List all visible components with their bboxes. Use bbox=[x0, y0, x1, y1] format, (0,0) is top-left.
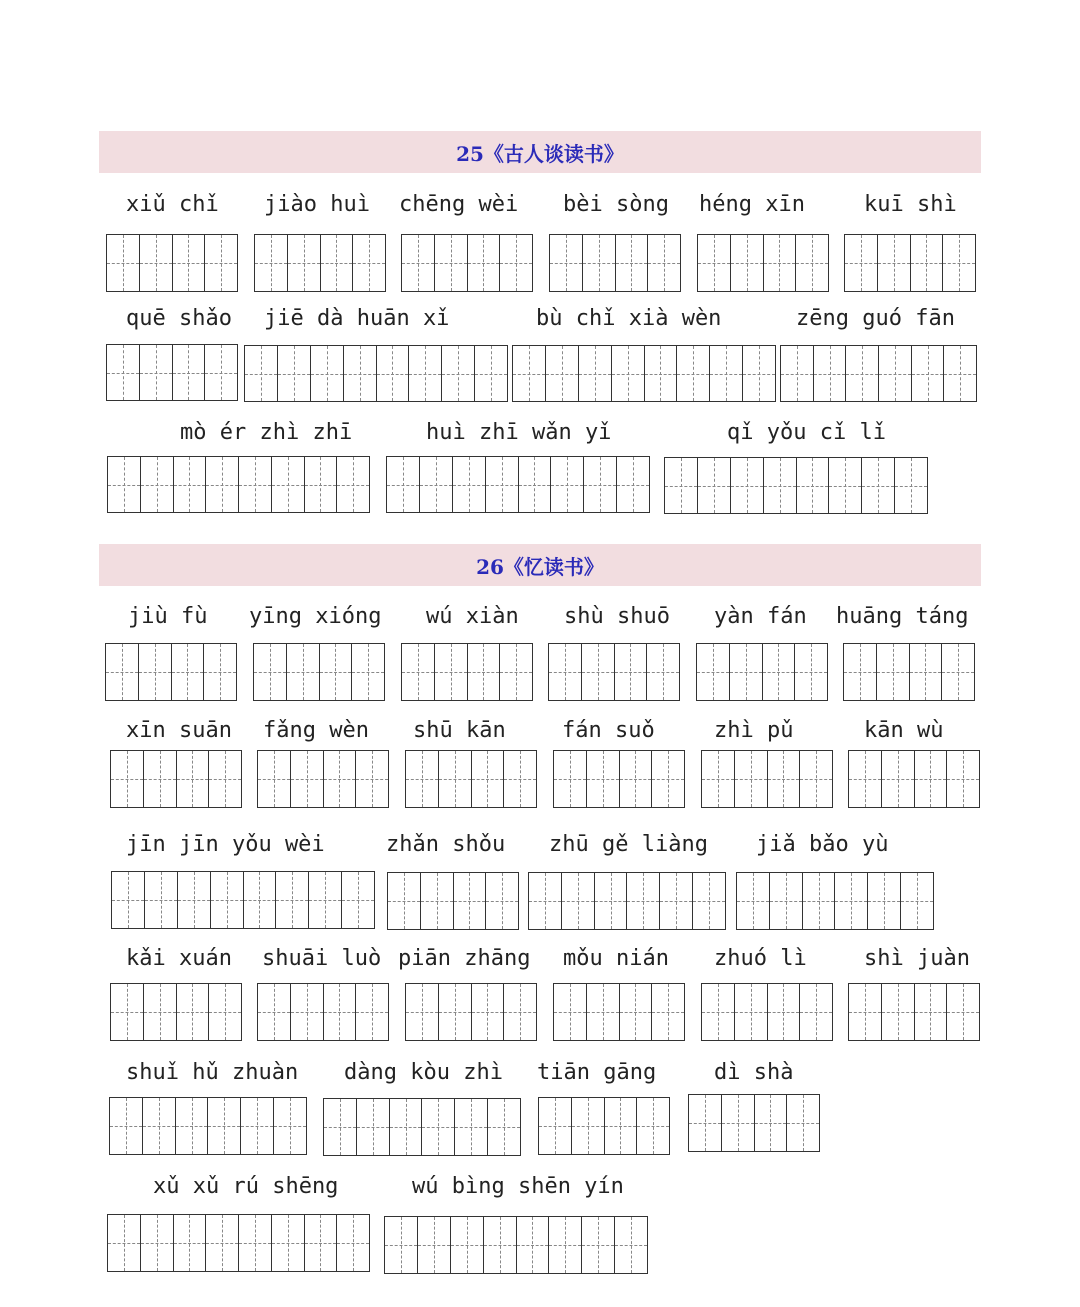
grid-cell[interactable] bbox=[434, 644, 467, 700]
lesson-25-writing-grid[interactable] bbox=[401, 234, 533, 292]
grid-cell[interactable] bbox=[616, 457, 649, 512]
grid-cell[interactable] bbox=[356, 1099, 389, 1155]
grid-cell[interactable] bbox=[487, 1099, 520, 1155]
grid-cell[interactable] bbox=[238, 457, 271, 512]
lesson-26-writing-grid[interactable] bbox=[257, 983, 389, 1041]
lesson-26-writing-grid[interactable] bbox=[323, 1098, 521, 1156]
grid-cell[interactable] bbox=[320, 235, 353, 291]
grid-cell[interactable] bbox=[417, 1217, 450, 1273]
grid-cell[interactable] bbox=[594, 873, 627, 929]
grid-cell[interactable] bbox=[336, 1215, 369, 1271]
lesson-26-pinyin: huāng táng bbox=[836, 604, 969, 629]
grid-cell[interactable] bbox=[176, 751, 209, 807]
lesson-25-pinyin: kuī shì bbox=[864, 192, 957, 217]
lesson-26-writing-grid[interactable] bbox=[384, 1216, 648, 1274]
lesson-26-writing-grid[interactable] bbox=[111, 871, 375, 929]
lesson-25-writing-grid[interactable] bbox=[512, 345, 776, 402]
grid-cell[interactable] bbox=[876, 644, 909, 700]
grid-cell[interactable] bbox=[438, 751, 471, 807]
grid-cell[interactable] bbox=[581, 644, 614, 700]
lesson-25-pinyin: zēng guó fān bbox=[796, 306, 955, 331]
grid-cell[interactable] bbox=[204, 235, 237, 291]
grid-cell[interactable] bbox=[275, 872, 308, 928]
lesson-26-writing-grid[interactable] bbox=[538, 1097, 670, 1155]
lesson-26-pinyin: dì shà bbox=[714, 1060, 794, 1085]
grid-cell[interactable] bbox=[529, 873, 561, 929]
grid-cell[interactable] bbox=[550, 235, 582, 291]
grid-cell[interactable] bbox=[845, 235, 877, 291]
lesson-25-writing-grid[interactable] bbox=[244, 345, 508, 402]
grid-cell[interactable] bbox=[421, 1099, 454, 1155]
lesson-25-pinyin: huì zhī wǎn yǐ bbox=[426, 420, 612, 445]
lesson-25-writing-grid[interactable] bbox=[780, 345, 977, 402]
lesson-26-title: 26《忆读书》 bbox=[476, 554, 604, 579]
lesson-26-pinyin: shù shuō bbox=[564, 604, 670, 629]
grid-cell[interactable] bbox=[385, 1217, 417, 1273]
grid-cell[interactable] bbox=[767, 751, 800, 807]
lesson-25-writing-grid[interactable] bbox=[106, 344, 238, 401]
grid-cell[interactable] bbox=[911, 346, 944, 401]
grid-cell[interactable] bbox=[697, 458, 730, 513]
grid-cell[interactable] bbox=[177, 872, 210, 928]
grid-cell[interactable] bbox=[336, 457, 369, 512]
grid-cell[interactable] bbox=[485, 873, 518, 929]
lesson-26-writing-grid[interactable] bbox=[110, 983, 242, 1041]
grid-cell[interactable] bbox=[513, 346, 545, 401]
lesson-26-writing-grid[interactable] bbox=[401, 643, 533, 701]
grid-cell[interactable] bbox=[651, 751, 684, 807]
grid-cell[interactable] bbox=[845, 346, 878, 401]
grid-cell[interactable] bbox=[786, 1095, 819, 1151]
grid-cell[interactable] bbox=[258, 984, 290, 1040]
lesson-26-pinyin: zhuó lì bbox=[714, 946, 807, 971]
grid-cell[interactable] bbox=[900, 873, 933, 929]
grid-cell[interactable] bbox=[144, 872, 177, 928]
grid-cell[interactable] bbox=[438, 984, 471, 1040]
grid-cell[interactable] bbox=[581, 1217, 614, 1273]
grid-cell[interactable] bbox=[140, 457, 173, 512]
grid-cell[interactable] bbox=[844, 644, 876, 700]
grid-cell[interactable] bbox=[619, 751, 652, 807]
grid-cell[interactable] bbox=[702, 751, 734, 807]
lesson-26-writing-grid[interactable] bbox=[736, 872, 934, 930]
grid-cell[interactable] bbox=[205, 1215, 238, 1271]
lesson-26-pinyin: jiǎ bǎo yù bbox=[756, 832, 889, 857]
grid-cell[interactable] bbox=[352, 235, 385, 291]
grid-cell[interactable] bbox=[290, 751, 323, 807]
grid-cell[interactable] bbox=[578, 346, 611, 401]
lesson-26-writing-grid[interactable] bbox=[528, 872, 726, 930]
lesson-26-pinyin: wú xiàn bbox=[426, 604, 519, 629]
grid-cell[interactable] bbox=[238, 1215, 271, 1271]
grid-cell[interactable] bbox=[828, 458, 861, 513]
lesson-25-writing-grid[interactable] bbox=[549, 234, 681, 292]
grid-cell[interactable] bbox=[734, 984, 767, 1040]
grid-cell[interactable] bbox=[561, 873, 594, 929]
lesson-26-writing-grid[interactable] bbox=[701, 983, 833, 1041]
grid-cell[interactable] bbox=[614, 644, 647, 700]
grid-cell[interactable] bbox=[802, 873, 835, 929]
grid-cell[interactable] bbox=[139, 235, 172, 291]
grid-cell[interactable] bbox=[943, 346, 976, 401]
lesson-26-pinyin: tiān gāng bbox=[537, 1060, 657, 1085]
grid-cell[interactable] bbox=[387, 457, 419, 512]
lesson-25-pinyin: quē shǎo bbox=[126, 306, 232, 331]
grid-cell[interactable] bbox=[454, 1099, 487, 1155]
grid-cell[interactable] bbox=[471, 984, 504, 1040]
lesson-25-writing-grid[interactable] bbox=[844, 234, 976, 292]
grid-cell[interactable] bbox=[204, 345, 237, 400]
lesson-26-writing-grid[interactable] bbox=[848, 983, 980, 1041]
grid-cell[interactable] bbox=[453, 873, 486, 929]
lesson-26-pinyin: wú bìng shēn yín bbox=[412, 1174, 624, 1199]
grid-cell[interactable] bbox=[910, 235, 943, 291]
grid-cell[interactable] bbox=[516, 1217, 549, 1273]
lesson-26-writing-grid[interactable] bbox=[109, 1097, 307, 1155]
grid-cell[interactable] bbox=[550, 457, 583, 512]
grid-cell[interactable] bbox=[626, 873, 659, 929]
grid-cell[interactable] bbox=[614, 1217, 647, 1273]
grid-cell[interactable] bbox=[343, 346, 376, 401]
grid-cell[interactable] bbox=[545, 346, 578, 401]
grid-cell[interactable] bbox=[142, 1098, 175, 1154]
lesson-26-writing-grid[interactable] bbox=[107, 1214, 370, 1272]
lesson-25-pinyin: bèi sòng bbox=[563, 192, 669, 217]
grid-cell[interactable] bbox=[245, 346, 277, 401]
grid-cell[interactable] bbox=[646, 644, 679, 700]
grid-cell[interactable] bbox=[794, 644, 827, 700]
lesson-25-writing-grid[interactable] bbox=[697, 234, 829, 292]
grid-cell[interactable] bbox=[499, 235, 532, 291]
grid-cell[interactable] bbox=[355, 984, 388, 1040]
grid-cell[interactable] bbox=[586, 984, 619, 1040]
lesson-25-pinyin: xiǔ chǐ bbox=[126, 192, 219, 217]
grid-cell[interactable] bbox=[106, 644, 138, 700]
grid-cell[interactable] bbox=[729, 644, 762, 700]
grid-cell[interactable] bbox=[376, 346, 409, 401]
grid-cell[interactable] bbox=[763, 235, 796, 291]
lesson-26-writing-grid[interactable] bbox=[257, 750, 389, 808]
grid-cell[interactable] bbox=[586, 751, 619, 807]
grid-cell[interactable] bbox=[406, 751, 438, 807]
grid-cell[interactable] bbox=[406, 984, 438, 1040]
grid-cell[interactable] bbox=[942, 235, 975, 291]
grid-cell[interactable] bbox=[173, 457, 206, 512]
grid-cell[interactable] bbox=[702, 984, 734, 1040]
grid-cell[interactable] bbox=[210, 872, 243, 928]
grid-cell[interactable] bbox=[813, 346, 846, 401]
lesson-26-writing-grid[interactable] bbox=[548, 643, 680, 701]
grid-cell[interactable] bbox=[419, 457, 452, 512]
grid-cell[interactable] bbox=[697, 644, 729, 700]
grid-cell[interactable] bbox=[611, 346, 644, 401]
grid-cell[interactable] bbox=[881, 984, 914, 1040]
grid-cell[interactable] bbox=[849, 984, 881, 1040]
grid-cell[interactable] bbox=[420, 873, 453, 929]
grid-cell[interactable] bbox=[402, 235, 434, 291]
grid-cell[interactable] bbox=[665, 458, 697, 513]
grid-cell[interactable] bbox=[408, 346, 441, 401]
grid-cell[interactable] bbox=[254, 644, 286, 700]
lesson-26-writing-grid[interactable] bbox=[553, 983, 685, 1041]
lesson-26-pinyin: xǔ xǔ rú shēng bbox=[153, 1174, 339, 1199]
grid-cell[interactable] bbox=[769, 873, 802, 929]
lesson-25-writing-grid[interactable] bbox=[386, 456, 650, 513]
grid-cell[interactable] bbox=[171, 644, 204, 700]
lesson-26-pinyin: yīng xióng bbox=[249, 604, 382, 629]
grid-cell[interactable] bbox=[110, 1098, 142, 1154]
grid-cell[interactable] bbox=[208, 751, 241, 807]
grid-cell[interactable] bbox=[402, 644, 434, 700]
grid-cell[interactable] bbox=[659, 873, 692, 929]
lesson-26-pinyin: kǎi xuán bbox=[126, 946, 232, 971]
grid-cell[interactable] bbox=[304, 1215, 337, 1271]
grid-cell[interactable] bbox=[518, 457, 551, 512]
grid-cell[interactable] bbox=[243, 872, 276, 928]
lesson-26-pinyin: yàn fán bbox=[714, 604, 807, 629]
grid-cell[interactable] bbox=[434, 235, 467, 291]
grid-cell[interactable] bbox=[310, 346, 343, 401]
grid-cell[interactable] bbox=[474, 346, 507, 401]
grid-cell[interactable] bbox=[539, 1098, 571, 1154]
grid-cell[interactable] bbox=[485, 457, 518, 512]
grid-cell[interactable] bbox=[692, 873, 725, 929]
grid-cell[interactable] bbox=[111, 751, 143, 807]
lesson-26-pinyin: shū kān bbox=[413, 718, 506, 743]
lesson-26-banner bbox=[99, 544, 981, 586]
lesson-26-pinyin: kān wù bbox=[864, 718, 944, 743]
lesson-26-pinyin: jiù fù bbox=[128, 604, 208, 629]
lesson-26-writing-grid[interactable] bbox=[553, 750, 685, 808]
lesson-25-pinyin: qǐ yǒu cǐ lǐ bbox=[727, 420, 886, 445]
grid-cell[interactable] bbox=[849, 751, 881, 807]
grid-cell[interactable] bbox=[139, 345, 172, 400]
grid-cell[interactable] bbox=[548, 1217, 581, 1273]
lesson-26-pinyin: shì juàn bbox=[864, 946, 970, 971]
grid-cell[interactable] bbox=[319, 644, 352, 700]
grid-cell[interactable] bbox=[441, 346, 474, 401]
grid-cell[interactable] bbox=[389, 1099, 422, 1155]
lesson-26-writing-grid[interactable] bbox=[387, 872, 519, 930]
lesson-26-writing-grid[interactable] bbox=[696, 643, 828, 701]
grid-cell[interactable] bbox=[203, 644, 236, 700]
grid-cell[interactable] bbox=[742, 346, 775, 401]
grid-cell[interactable] bbox=[881, 751, 914, 807]
grid-cell[interactable] bbox=[503, 984, 536, 1040]
grid-cell[interactable] bbox=[651, 984, 684, 1040]
grid-cell[interactable] bbox=[754, 1095, 787, 1151]
lesson-26-pinyin: zhǎn shǒu bbox=[386, 832, 506, 857]
grid-cell[interactable] bbox=[582, 235, 615, 291]
grid-cell[interactable] bbox=[324, 1099, 356, 1155]
grid-cell[interactable] bbox=[698, 235, 730, 291]
grid-cell[interactable] bbox=[271, 1215, 304, 1271]
grid-cell[interactable] bbox=[140, 1215, 173, 1271]
grid-cell[interactable] bbox=[138, 644, 171, 700]
grid-cell[interactable] bbox=[304, 457, 337, 512]
grid-cell[interactable] bbox=[108, 1215, 140, 1271]
grid-cell[interactable] bbox=[108, 457, 140, 512]
lesson-25-pinyin: chēng wèi bbox=[399, 192, 519, 217]
grid-cell[interactable] bbox=[207, 1098, 240, 1154]
lesson-26-pinyin: fǎng wèn bbox=[263, 718, 369, 743]
grid-cell[interactable] bbox=[834, 873, 867, 929]
lesson-25-pinyin: jiào huì bbox=[264, 192, 370, 217]
grid-cell[interactable] bbox=[111, 984, 143, 1040]
grid-cell[interactable] bbox=[914, 984, 947, 1040]
grid-cell[interactable] bbox=[143, 751, 176, 807]
grid-cell[interactable] bbox=[799, 984, 832, 1040]
grid-cell[interactable] bbox=[946, 984, 979, 1040]
grid-cell[interactable] bbox=[644, 346, 677, 401]
grid-cell[interactable] bbox=[709, 346, 742, 401]
grid-cell[interactable] bbox=[583, 457, 616, 512]
grid-cell[interactable] bbox=[286, 644, 319, 700]
grid-cell[interactable] bbox=[208, 984, 241, 1040]
lesson-26-pinyin: xīn suān bbox=[126, 718, 232, 743]
grid-cell[interactable] bbox=[767, 984, 800, 1040]
grid-cell[interactable] bbox=[172, 235, 205, 291]
grid-cell[interactable] bbox=[615, 235, 648, 291]
grid-cell[interactable] bbox=[323, 984, 356, 1040]
grid-cell[interactable] bbox=[763, 458, 796, 513]
grid-cell[interactable] bbox=[172, 345, 205, 400]
grid-cell[interactable] bbox=[173, 1215, 206, 1271]
grid-cell[interactable] bbox=[143, 984, 176, 1040]
grid-cell[interactable] bbox=[308, 872, 341, 928]
lesson-25-pinyin: héng xīn bbox=[699, 192, 805, 217]
lesson-26-pinyin: jīn jīn yǒu wèi bbox=[126, 832, 325, 857]
lesson-26-pinyin: zhì pǔ bbox=[714, 718, 794, 743]
grid-cell[interactable] bbox=[737, 873, 769, 929]
grid-cell[interactable] bbox=[287, 235, 320, 291]
grid-cell[interactable] bbox=[730, 458, 763, 513]
grid-cell[interactable] bbox=[323, 751, 356, 807]
grid-cell[interactable] bbox=[877, 235, 910, 291]
lesson-26-pinyin: fán suǒ bbox=[562, 718, 655, 743]
lesson-26-writing-grid[interactable] bbox=[405, 983, 537, 1041]
lesson-25-writing-grid[interactable] bbox=[664, 457, 928, 514]
grid-cell[interactable] bbox=[452, 457, 485, 512]
grid-cell[interactable] bbox=[503, 751, 536, 807]
grid-cell[interactable] bbox=[676, 346, 709, 401]
grid-cell[interactable] bbox=[796, 458, 829, 513]
grid-cell[interactable] bbox=[604, 1098, 637, 1154]
grid-cell[interactable] bbox=[721, 1095, 754, 1151]
grid-cell[interactable] bbox=[878, 346, 911, 401]
lesson-26-writing-grid[interactable] bbox=[405, 750, 537, 808]
grid-cell[interactable] bbox=[450, 1217, 483, 1273]
lesson-26-pinyin: dàng kòu zhì bbox=[344, 1060, 503, 1085]
grid-cell[interactable] bbox=[240, 1098, 273, 1154]
lesson-26-pinyin: zhū gě liàng bbox=[549, 832, 708, 857]
grid-cell[interactable] bbox=[351, 644, 384, 700]
grid-cell[interactable] bbox=[255, 235, 287, 291]
grid-cell[interactable] bbox=[176, 984, 209, 1040]
grid-cell[interactable] bbox=[799, 751, 832, 807]
grid-cell[interactable] bbox=[781, 346, 813, 401]
grid-cell[interactable] bbox=[689, 1095, 721, 1151]
lesson-26-pinyin: piān zhāng bbox=[398, 946, 531, 971]
grid-cell[interactable] bbox=[107, 235, 139, 291]
grid-cell[interactable] bbox=[341, 872, 374, 928]
grid-cell[interactable] bbox=[107, 345, 139, 400]
grid-cell[interactable] bbox=[619, 984, 652, 1040]
lesson-26-pinyin: mǒu nián bbox=[563, 946, 669, 971]
lesson-25-pinyin: bù chǐ xià wèn bbox=[536, 306, 722, 331]
grid-cell[interactable] bbox=[941, 644, 974, 700]
grid-cell[interactable] bbox=[867, 873, 900, 929]
grid-cell[interactable] bbox=[467, 644, 500, 700]
lesson-25-pinyin: mò ér zhì zhī bbox=[180, 420, 353, 445]
grid-cell[interactable] bbox=[914, 751, 947, 807]
grid-cell[interactable] bbox=[175, 1098, 208, 1154]
grid-cell[interactable] bbox=[388, 873, 420, 929]
lesson-26-writing-grid[interactable] bbox=[110, 750, 242, 808]
grid-cell[interactable] bbox=[894, 458, 927, 513]
lesson-26-pinyin: shuāi luò bbox=[262, 946, 382, 971]
lesson-26-pinyin: shuǐ hǔ zhuàn bbox=[126, 1060, 299, 1085]
lesson-25-writing-grid[interactable] bbox=[107, 456, 370, 513]
grid-cell[interactable] bbox=[205, 457, 238, 512]
lesson-26-writing-grid[interactable] bbox=[688, 1094, 820, 1152]
grid-cell[interactable] bbox=[734, 751, 767, 807]
lesson-26-writing-grid[interactable] bbox=[701, 750, 833, 808]
grid-cell[interactable] bbox=[290, 984, 323, 1040]
lesson-25-pinyin: jiē dà huān xǐ bbox=[264, 306, 450, 331]
grid-cell[interactable] bbox=[355, 751, 388, 807]
grid-cell[interactable] bbox=[471, 751, 504, 807]
grid-cell[interactable] bbox=[483, 1217, 516, 1273]
lesson-25-writing-grid[interactable] bbox=[106, 234, 238, 292]
grid-cell[interactable] bbox=[277, 346, 310, 401]
lesson-25-title: 25《古人谈读书》 bbox=[456, 141, 624, 166]
grid-cell[interactable] bbox=[549, 644, 581, 700]
grid-cell[interactable] bbox=[636, 1098, 669, 1154]
grid-cell[interactable] bbox=[499, 644, 532, 700]
lesson-26-writing-grid[interactable] bbox=[105, 643, 237, 701]
lesson-26-writing-grid[interactable] bbox=[848, 750, 980, 808]
grid-cell[interactable] bbox=[730, 235, 763, 291]
lesson-26-writing-grid[interactable] bbox=[843, 643, 975, 701]
grid-cell[interactable] bbox=[554, 751, 586, 807]
grid-cell[interactable] bbox=[861, 458, 894, 513]
grid-cell[interactable] bbox=[762, 644, 795, 700]
grid-cell[interactable] bbox=[112, 872, 144, 928]
lesson-26-writing-grid[interactable] bbox=[253, 643, 385, 701]
grid-cell[interactable] bbox=[795, 235, 828, 291]
grid-cell[interactable] bbox=[647, 235, 680, 291]
lesson-25-banner bbox=[99, 131, 981, 173]
grid-cell[interactable] bbox=[946, 751, 979, 807]
grid-cell[interactable] bbox=[258, 751, 290, 807]
grid-cell[interactable] bbox=[271, 457, 304, 512]
grid-cell[interactable] bbox=[554, 984, 586, 1040]
grid-cell[interactable] bbox=[909, 644, 942, 700]
grid-cell[interactable] bbox=[571, 1098, 604, 1154]
lesson-25-writing-grid[interactable] bbox=[254, 234, 386, 292]
grid-cell[interactable] bbox=[273, 1098, 306, 1154]
grid-cell[interactable] bbox=[467, 235, 500, 291]
